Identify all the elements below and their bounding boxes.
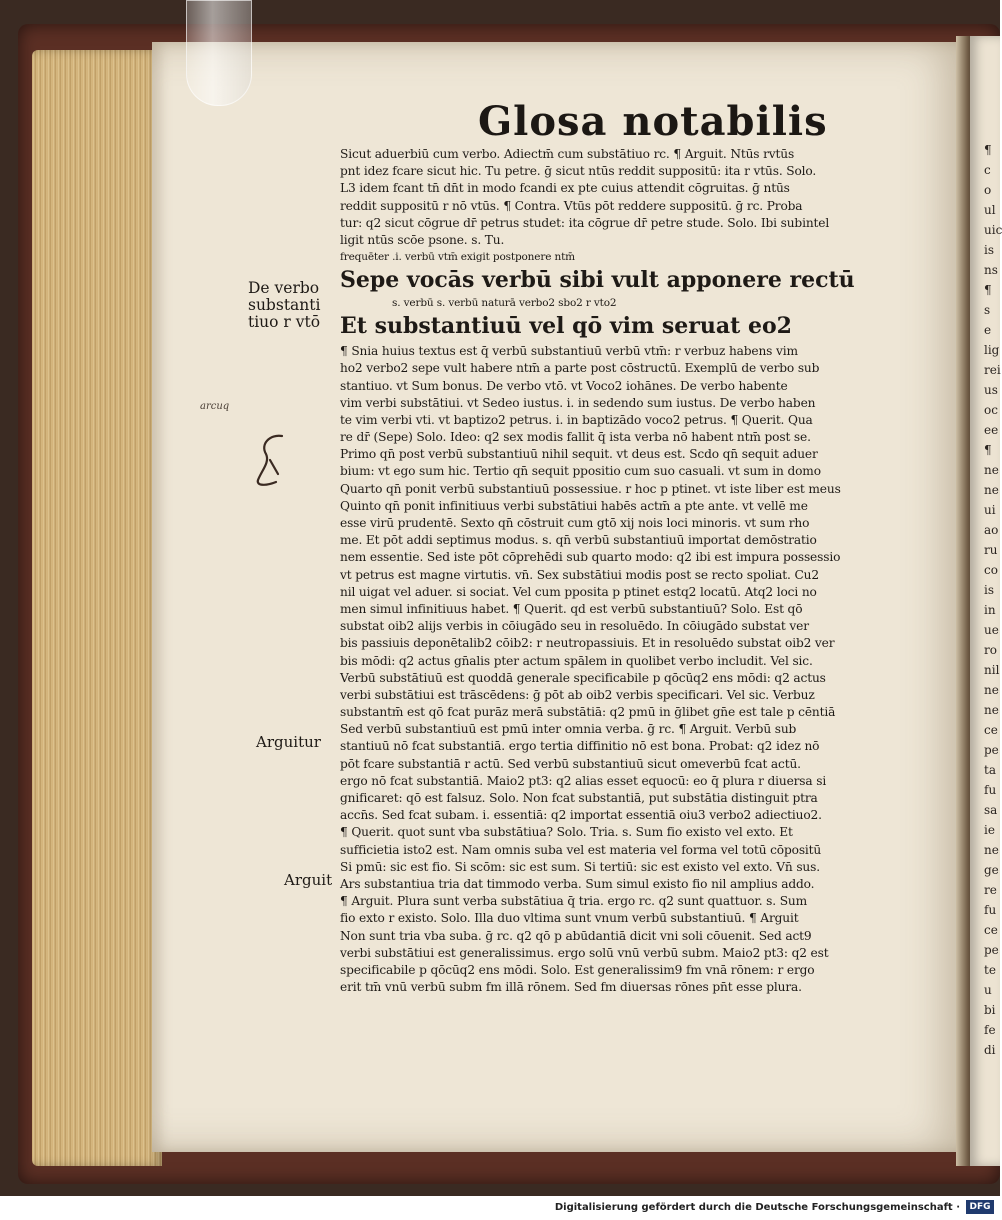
right-page-fragment: oc — [984, 403, 998, 417]
text-line: accn̄s. Sed fcat subam. i. essentiā: q2 importat essentiā oiu3 verbo2 adiectiuo2. — [340, 808, 822, 823]
text-line: specificabile p qōcūq2 ens mōdi. Solo. Est generalissim9 fm vnā rōnem: r ergo — [340, 962, 815, 977]
right-page-fragment: is — [984, 243, 994, 257]
text-line: ergo nō fcat substantiā. Maio2 pt3: q2 alias esset equocū: eo q̄ plura r diuersa si — [340, 773, 827, 788]
right-page-fragment: fe — [984, 1023, 996, 1037]
margin-note-arguitur: Arguitur — [256, 733, 321, 751]
text-line: ¶ Arguit. Plura sunt verba substātiua q̄ tria. ergo rc. q2 sunt quattuor. s. Sum — [340, 894, 808, 909]
text-line: verbi substātiui est trāscēdens: ḡ pōt ab oib2 verbis specificari. Vel sic. Verbuz — [340, 687, 815, 702]
right-page-fragment: lig — [984, 343, 1000, 357]
text-line: ligit ntūs scōe psone. s. Tu. — [340, 232, 505, 247]
right-page-fragment: pe — [984, 943, 999, 957]
text-line: fio exto r existo. Solo. Illa duo vltima sunt vnum verbū substantiuū. ¶ Arguit — [340, 911, 799, 926]
right-page-fragment: nil — [984, 663, 1000, 677]
right-page-fragment: rei — [984, 363, 1001, 377]
text-line: verbi substātiui est generalissimus. ergo solū vnū verbū subm. Maio2 pt3: q2 est — [340, 945, 829, 960]
margin-line: tiuo r vtō — [248, 313, 321, 331]
text-line: bium: vt ego sum hic. Tertio qn̄ sequit ppositio cum suo casuali. vt sum in domo — [340, 464, 821, 479]
text-line: tur: q2 sicut cōgrue dr̄ petrus studet: ita cōgrue dr̄ petre stude. Solo. Ibi subintel — [340, 215, 830, 230]
right-page-fragment: ee — [984, 423, 999, 437]
margin-note-de-verbo — [248, 280, 320, 331]
right-page-fragment: ao — [984, 523, 999, 537]
right-page-fragment: ce — [984, 923, 998, 937]
commentary-body — [340, 343, 900, 996]
text-line: Non sunt tria vba suba. ḡ rc. q2 qō p abūdantiā dicit vni soli cōuenit. Sed act9 — [340, 928, 812, 943]
text-block — [340, 146, 900, 996]
right-page-fragment: re — [984, 883, 997, 897]
right-page-fragment: ce — [984, 723, 998, 737]
text-line: Ars substantiua tria dat timmodo verba. Sum simul existo fio nil amplius addo. — [340, 876, 815, 891]
text-line: nil uigat vel aduer. si sociat. Vel cum pposita p ptinet estq2 locatū. Atq2 loci no — [340, 584, 817, 599]
right-page-fragment: u — [984, 983, 992, 997]
text-line: substat oib2 alijs verbis in cōiugādo seu in resoluēdo. In cōiugādo substat ver — [340, 619, 809, 634]
right-page-fragment: in — [984, 603, 996, 617]
text-line: Si pmū: sic est fio. Si scōm: sic est sum. Si tertiū: sic est existo vel exto. Vn̄ sus. — [340, 859, 820, 874]
text-line: vt petrus est magne virtutis. vn̄. Sex substātiui modis post se recto spoliat. Cu2 — [340, 567, 819, 582]
right-page-fragment: ns — [984, 263, 998, 277]
text-line: Quarto qn̄ ponit verbū substantiuū possessiue. r hoc p ptinet. vt iste liber est meus — [340, 481, 841, 496]
text-line: ¶ Querit. quot sunt vba substātiua? Solo. Tria. s. Sum fio existo vel exto. Et — [340, 825, 793, 840]
margin-line: De verbo — [248, 279, 320, 297]
right-page-fragment: bi — [984, 1003, 996, 1017]
right-page-fragment: di — [984, 1043, 996, 1057]
page-heading: Glosa notabilis — [478, 98, 828, 145]
right-page-fragment: ¶ — [984, 143, 992, 157]
text-line: bis passiuis deponētalib2 cōib2: r neutropassiuis. Et in resoluēdo substat oib2 ver — [340, 636, 835, 651]
right-page-fragment: ru — [984, 543, 998, 557]
right-page-fragment: e — [984, 323, 992, 337]
right-page-fragments — [984, 140, 1000, 1140]
text-line: pōt fcare substantiā r actū. Sed verbū substantiuū sicut omeverbū fcat actū. — [340, 756, 801, 771]
text-line: Primo qn̄ post verbū substantiuū nihil sequit. vt deus est. Scdo qn̄ sequit aduer — [340, 447, 818, 462]
right-page-fragment: ne — [984, 703, 999, 717]
right-page-fragment: is — [984, 583, 994, 597]
text-line: L3 idem fcant tn̄ dn̄t in modo fcandi ex pte cuius attendit cōgruitas. ḡ ntūs — [340, 181, 790, 196]
right-page-fragment: pe — [984, 743, 999, 757]
text-line: men simul infinitiuus habet. ¶ Querit. qd est verbū substantiuū? Solo. Est qō — [340, 601, 803, 616]
text-line: Sicut aduerbiū cum verbo. Adiectm̄ cum substātiuo rc. ¶ Arguit. Ntūs rvtūs — [340, 147, 795, 161]
text-line: erit tm̄ vnū verbū subm fm illā rōnem. Sed fm diuersas rōnes pn̄t esse plura. — [340, 980, 802, 995]
right-page-fragment: ta — [984, 763, 996, 777]
right-page-fragment: ne — [984, 483, 999, 497]
right-page-fragment: ul — [984, 203, 996, 217]
right-page-fragment: ue — [984, 623, 999, 637]
right-page-fragment: s — [984, 303, 991, 317]
right-page-fragment: uic — [984, 223, 1002, 237]
text-line: ¶ Snia huius textus est q̄ verbū substantiuū verbū vtm̄: r verbuz habens vim — [340, 344, 798, 359]
text-line: te vim verbi vti. vt baptizo2 petrus. i. in baptizādo voco2 petrus. ¶ Querit. Qua — [340, 412, 813, 427]
right-page-fragment: us — [984, 383, 998, 397]
right-page-fragment: ne — [984, 843, 999, 857]
right-page-fragment: o — [984, 183, 992, 197]
text-line: reddit suppositū r nō vtūs. ¶ Contra. Vtūs pōt reddere suppositū. ḡ rc. Proba — [340, 198, 803, 213]
right-page-fragment: te — [984, 963, 996, 977]
verse-line: Sepe vocās verbū sibi vult apponere rectū — [340, 267, 855, 294]
text-line: gnificaret: qō est falsuz. Solo. Non fcat substantiā, put substātia distinguit ptra — [340, 791, 818, 805]
text-line: bis mōdi: q2 actus gn̄alis pter actum spālem in quolibet verbo includit. Vel sic. — [340, 653, 813, 668]
right-page-fragment: ge — [984, 863, 999, 877]
text-line: Sed verbū substantiuū est pmū inter omnia verba. ḡ rc. ¶ Arguit. Verbū sub — [340, 722, 797, 737]
right-page-fragment: ie — [984, 823, 995, 837]
right-page-fragment: ¶ — [984, 283, 992, 297]
handwritten-annotation: arcuq — [200, 401, 230, 412]
text-line: me. Et pōt addi septimus modus. s. qn̄ verbū substantiuū importat demōstratio — [340, 533, 817, 548]
text-line: Verbū substātiuū est quoddā generale specificabile p qōcūq2 ens mōdi: q2 actus — [340, 670, 826, 685]
margin-line: substanti — [248, 296, 321, 314]
funding-credit: Digitalisierung gefördert durch die Deutsche Forschungsgemeinschaft · — [554, 1202, 960, 1213]
right-page-fragment: co — [984, 563, 998, 577]
right-page-fragment: ne — [984, 683, 999, 697]
interlinear-gloss: s. verbū s. verbū naturā verbo2 sbo2 r vto2 — [392, 297, 617, 310]
text-line: re dr̄ (Sepe) Solo. Ideo: q2 sex modis fallit q̄ ista verba nō habent ntm̄ post se. — [340, 430, 811, 445]
verse-line: Et substantiuū vel qō vim seruat eo2 — [340, 313, 792, 340]
text-line: pnt idez fcare sicut hic. Tu petre. ḡ sicut ntūs reddit suppositū: ita r vtūs. Solo. — [340, 164, 817, 179]
right-page-fragment: c — [984, 163, 991, 177]
ink-flourish-icon — [252, 430, 292, 490]
right-page-fragment: fu — [984, 783, 997, 797]
page-edges — [32, 50, 162, 1166]
right-page-fragment: ¶ — [984, 443, 992, 457]
right-page-fragment: ne — [984, 463, 999, 477]
right-page-fragment: fu — [984, 903, 997, 917]
text-line: stantiuū nō fcat substantiā. ergo tertia diffinitio nō est bona. Probat: q2 idez nō — [340, 739, 820, 754]
opening-paragraph — [340, 146, 900, 249]
text-line: ho2 verbo2 sepe vult habere ntm̄ a parte post cōstructū. Exemplū de verbo sub — [340, 361, 820, 376]
margin-note-arguit: Arguit — [284, 871, 333, 889]
text-line: nem essentie. Sed iste pōt cōprehēdi sub quarto modo: q2 ibi est impura possessio — [340, 550, 841, 565]
text-line: substantm̄ est qō fcat purāz merā substātiā: q2 pmū in ḡlibet gn̄e est tale p cēntiā — [340, 705, 836, 720]
text-line: sufficietia isto2 est. Nam omnis suba vel est materia vel forma vel totū cōpositū — [340, 842, 822, 857]
text-line: esse virū prudentē. Sexto qn̄ cōstruit cum gtō xij nois loci minoris. vt sum rho — [340, 516, 810, 530]
interlinear-gloss: frequēter .i. verbū vtm̄ exigit postponere ntm̄ — [340, 251, 575, 264]
text-line: Quinto qn̄ ponit infinitiuus verbi substātiui habēs actm̄ a pte ante. vt vellē me — [340, 498, 808, 513]
text-line: vim verbi substātiui. vt Sedeo iustus. i. in sedendo sum iustus. De verbo haben — [340, 395, 816, 410]
right-page-fragment: ui — [984, 503, 996, 517]
right-page-fragment: ro — [984, 643, 997, 657]
text-line: stantiuo. vt Sum bonus. De verbo vtō. vt Voco2 iohānes. De verbo habente — [340, 378, 788, 393]
page-clip — [186, 0, 252, 106]
right-page-fragment: sa — [984, 803, 998, 817]
dfg-logo: DFG — [966, 1200, 994, 1214]
